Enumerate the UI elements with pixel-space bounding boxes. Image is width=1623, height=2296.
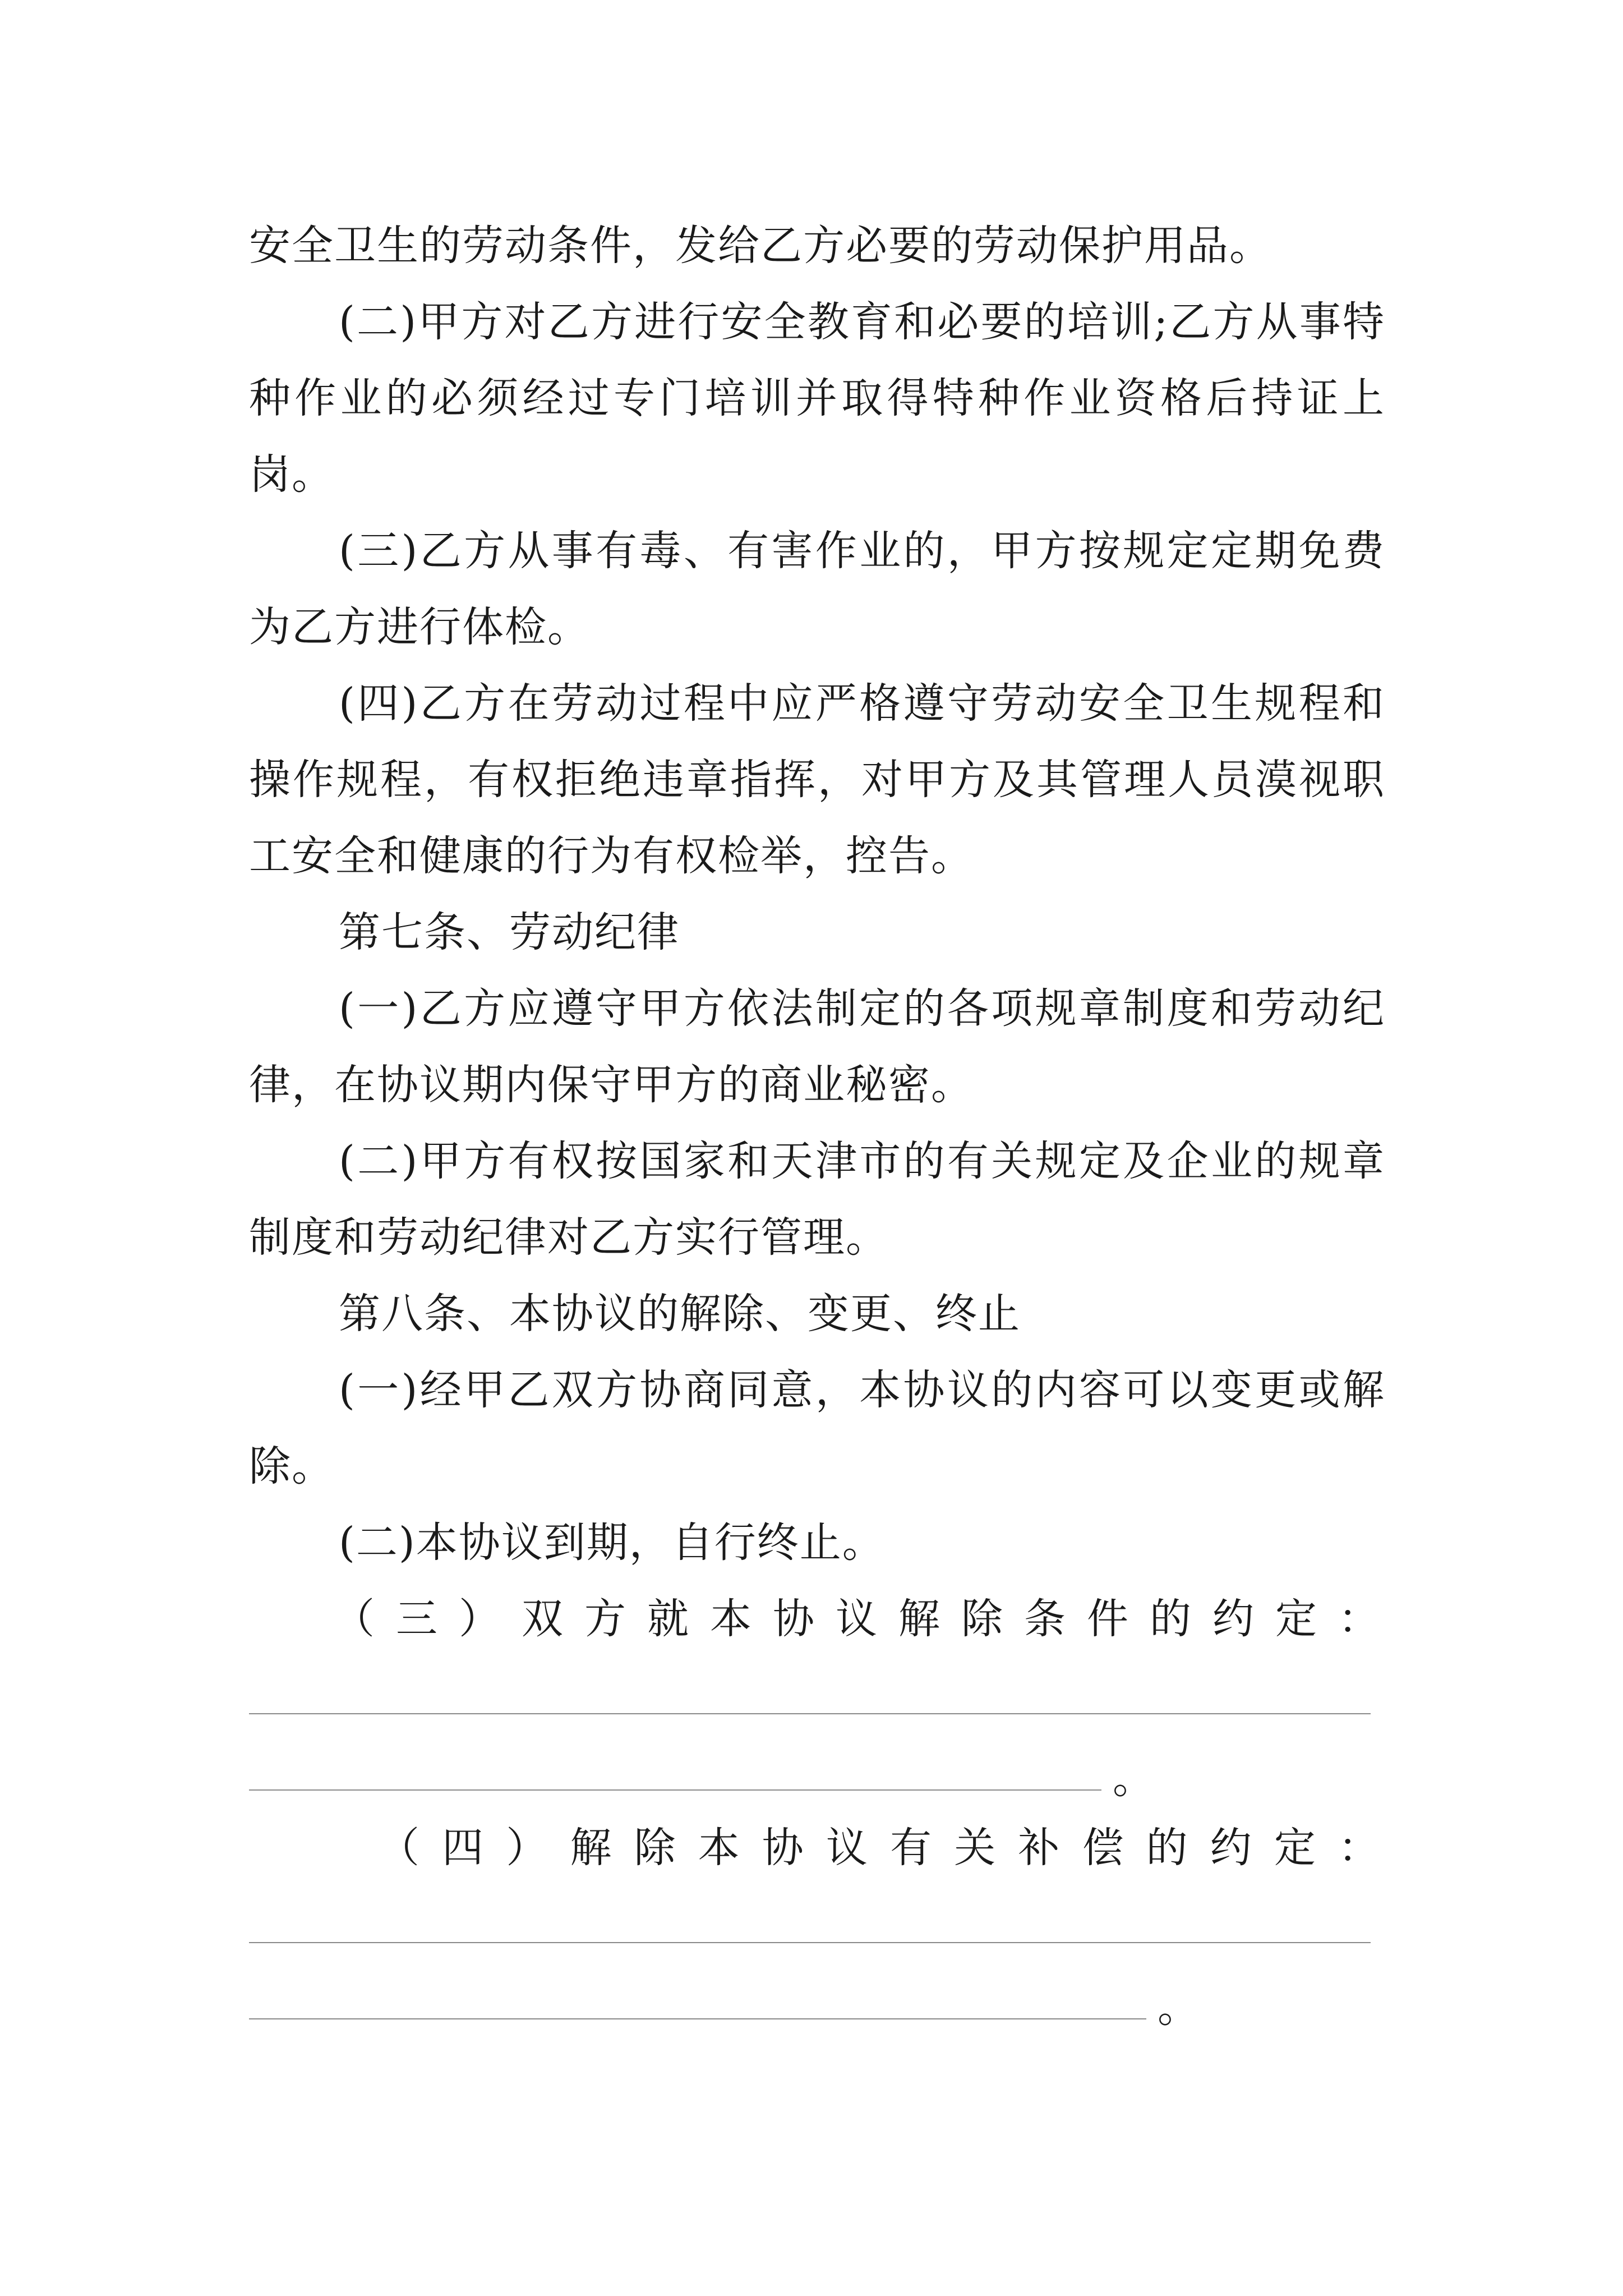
period-mark: 。 xyxy=(1113,1755,1154,1803)
paragraph-safety-rules: (四)乙方在劳动过程中应严格遵守劳动安全卫生规程和操作规程，有权拒绝违章指挥，对甲方及其管理人员漠视职工安全和健康的行为有权检举，控告。 xyxy=(249,679,1385,880)
paragraph-termination-2: (二)本协议到期，自行终止。 xyxy=(339,1519,885,1567)
fill-in-line xyxy=(249,1733,1385,1810)
underline-blank xyxy=(249,2018,1146,2019)
underline-blank xyxy=(249,1789,1101,1791)
paragraph-discipline-1: (一)乙方应遵守甲方依法制定的各项规章制度和劳动纪律，在协议期内保守甲方的商业秘密。 xyxy=(249,984,1385,1109)
underline-blank xyxy=(249,1942,1371,1943)
paragraph-termination-1: (一)经甲乙双方协商同意，本协议的内容可以变更或解除。 xyxy=(249,1366,1385,1490)
section-heading-article-7: 第七条、劳动纪律 xyxy=(339,908,680,956)
paragraph-safety-training: (二)甲方对乙方进行安全教育和必要的培训;乙方从事特种作业的必须经过专门培训并取得特种作业资格后持证上岗。 xyxy=(249,298,1385,499)
underline-blank xyxy=(249,1713,1371,1714)
document-body xyxy=(249,208,1385,2039)
fill-in-line xyxy=(249,1962,1385,2039)
period-mark: 。 xyxy=(1158,1984,1199,2032)
paragraph-termination-conditions: （三）双方就本协议解除条件的约定： xyxy=(333,1595,1385,1643)
paragraph-safety-conditions: 安全卫生的劳动条件，发给乙方必要的劳动保护用品。 xyxy=(249,222,1272,270)
fill-in-line xyxy=(249,1886,1385,1962)
fill-in-line xyxy=(249,1657,1385,1733)
section-heading-article-8: 第八条、本协议的解除、变更、终止 xyxy=(339,1290,1021,1338)
paragraph-discipline-2: (二)甲方有权按国家和天津市的有关规定及企业的规章制度和劳动纪律对乙方实行管理。 xyxy=(249,1137,1385,1262)
paragraph-health-checkup: (三)乙方从事有毒、有害作业的，甲方按规定定期免费为乙方进行体检。 xyxy=(249,527,1385,651)
paragraph-compensation-terms: （四）解除本协议有关补偿的约定： xyxy=(378,1824,1385,1872)
